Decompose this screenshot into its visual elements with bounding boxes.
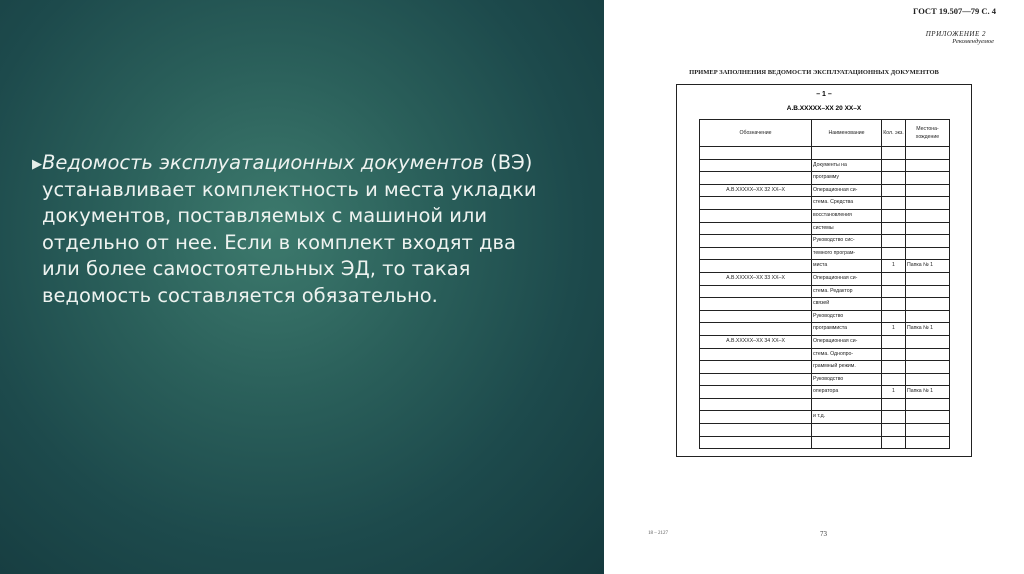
table-cell bbox=[882, 398, 906, 411]
table-cell: и т.д. bbox=[812, 411, 882, 424]
table-row bbox=[700, 298, 950, 311]
table-cell: Руководство bbox=[812, 373, 882, 386]
table-cell: стема. Однопро- bbox=[812, 348, 882, 361]
table-cell bbox=[700, 411, 812, 424]
table-cell bbox=[906, 159, 950, 172]
table-cell bbox=[906, 235, 950, 248]
table-row bbox=[700, 197, 950, 210]
table-cell bbox=[882, 209, 906, 222]
table-cell bbox=[700, 323, 812, 336]
table-cell bbox=[882, 335, 906, 348]
table-cell bbox=[700, 436, 812, 449]
header-cell: Наименование bbox=[812, 120, 882, 147]
table-cell: Операционная си- bbox=[812, 184, 882, 197]
table-cell: связей bbox=[812, 298, 882, 311]
table-row bbox=[700, 260, 950, 273]
documents-table bbox=[699, 119, 950, 449]
footer-code: 18 – 2127 bbox=[648, 531, 668, 536]
table-cell bbox=[700, 260, 812, 273]
table-cell: 1 bbox=[882, 323, 906, 336]
table-cell bbox=[906, 436, 950, 449]
table-cell bbox=[700, 361, 812, 374]
table-cell: А.В.XXXXX–XX 32 XX–X bbox=[700, 184, 812, 197]
header-cell: Местона- хождение bbox=[906, 120, 950, 147]
table-cell bbox=[700, 386, 812, 399]
table-cell bbox=[700, 424, 812, 437]
table-cell: граммный режим. bbox=[812, 361, 882, 374]
bullet-text bbox=[42, 150, 552, 309]
table-cell bbox=[700, 247, 812, 260]
table-cell: Папка № 1 bbox=[906, 386, 950, 399]
table-cell bbox=[700, 172, 812, 185]
table-cell bbox=[906, 424, 950, 437]
table-row bbox=[700, 323, 950, 336]
table-cell: темного програм- bbox=[812, 247, 882, 260]
table-row bbox=[700, 209, 950, 222]
table-row bbox=[700, 247, 950, 260]
table-cell: оператора bbox=[812, 386, 882, 399]
table-row bbox=[700, 272, 950, 285]
bullet-lead: Ведомость эксплуатационных документов bbox=[42, 151, 484, 174]
table-row bbox=[700, 386, 950, 399]
table-cell bbox=[882, 348, 906, 361]
table-row bbox=[700, 235, 950, 248]
table-cell: Документы на bbox=[812, 159, 882, 172]
table-cell bbox=[882, 184, 906, 197]
table-cell bbox=[906, 247, 950, 260]
table-cell bbox=[906, 298, 950, 311]
table-cell bbox=[882, 147, 906, 160]
table-cell: Руководство bbox=[812, 310, 882, 323]
table-cell bbox=[882, 272, 906, 285]
table-row bbox=[700, 361, 950, 374]
table-cell bbox=[882, 310, 906, 323]
table-row bbox=[700, 172, 950, 185]
table-cell bbox=[906, 398, 950, 411]
table-cell bbox=[906, 411, 950, 424]
document-scan bbox=[604, 0, 1024, 574]
bullet-body: (ВЭ) устанавливает комплектность и места укладки документов, поставляемых с машиной или отдельно от нее. Если в комплект входят два или более самостоятельных ЭД, то такая ведомость составляется обязательно. bbox=[42, 151, 537, 307]
table-row bbox=[700, 424, 950, 437]
table-cell bbox=[700, 222, 812, 235]
table-cell bbox=[906, 373, 950, 386]
table-row bbox=[700, 147, 950, 160]
annex-label: ПРИЛОЖЕНИЕ 2 bbox=[925, 30, 986, 38]
table-row bbox=[700, 310, 950, 323]
table-row bbox=[700, 373, 950, 386]
table-cell: Папка № 1 bbox=[906, 260, 950, 273]
table-cell bbox=[700, 398, 812, 411]
table-cell bbox=[882, 361, 906, 374]
table-cell: 1 bbox=[882, 386, 906, 399]
table-row bbox=[700, 411, 950, 424]
table-cell: восстановления bbox=[812, 209, 882, 222]
table-cell bbox=[882, 235, 906, 248]
table-cell bbox=[700, 147, 812, 160]
gost-header: ГОСТ 19.507—79 С. 4 bbox=[913, 6, 996, 16]
table-row bbox=[700, 348, 950, 361]
header-cell: Кол. экз. bbox=[882, 120, 906, 147]
table-cell: стема. Средства bbox=[812, 197, 882, 210]
table-cell bbox=[882, 285, 906, 298]
table-cell bbox=[700, 159, 812, 172]
table-row bbox=[700, 436, 950, 449]
table-cell: Операционная си- bbox=[812, 335, 882, 348]
table-cell bbox=[882, 159, 906, 172]
table-cell bbox=[700, 197, 812, 210]
table-cell bbox=[882, 197, 906, 210]
table-cell bbox=[882, 373, 906, 386]
table-cell bbox=[906, 184, 950, 197]
table-cell bbox=[882, 172, 906, 185]
table-cell bbox=[906, 285, 950, 298]
annex-note: Рекомендуемое bbox=[952, 38, 994, 45]
table-cell: 1 bbox=[882, 260, 906, 273]
table-cell bbox=[700, 373, 812, 386]
table-cell bbox=[906, 209, 950, 222]
table-cell bbox=[700, 209, 812, 222]
table-cell bbox=[906, 348, 950, 361]
table-cell bbox=[906, 197, 950, 210]
table-cell: Операционная си- bbox=[812, 272, 882, 285]
table-row bbox=[700, 335, 950, 348]
table-cell: миста bbox=[812, 260, 882, 273]
document-title: ПРИМЕР ЗАПОЛНЕНИЯ ВЕДОМОСТИ ЭКСПЛУАТАЦИОННЫХ ДОКУМЕНТОВ bbox=[689, 69, 939, 76]
table-cell bbox=[812, 147, 882, 160]
page-marker: – 1 – bbox=[816, 91, 832, 98]
triangle-bullet-icon: ▶ bbox=[32, 156, 42, 171]
table-cell bbox=[882, 436, 906, 449]
table-cell bbox=[812, 398, 882, 411]
table-cell: Руководство сис- bbox=[812, 235, 882, 248]
table-row bbox=[700, 184, 950, 197]
table-cell bbox=[700, 285, 812, 298]
table-row bbox=[700, 285, 950, 298]
bullet-item bbox=[32, 150, 552, 309]
header-cell: Обозначение bbox=[700, 120, 812, 147]
table-cell bbox=[882, 411, 906, 424]
table-cell: А.В.XXXXX–XX 34 XX–X bbox=[700, 335, 812, 348]
footer-page-number: 73 bbox=[820, 530, 827, 538]
table-header-row bbox=[700, 120, 950, 147]
table-row bbox=[700, 222, 950, 235]
document-code: А.В.XXXXX–XX 20 XX–X bbox=[786, 105, 862, 112]
table-cell: системы bbox=[812, 222, 882, 235]
table-cell bbox=[700, 235, 812, 248]
form-frame bbox=[676, 84, 972, 457]
table-cell bbox=[700, 298, 812, 311]
table-cell bbox=[906, 361, 950, 374]
table-cell bbox=[906, 272, 950, 285]
table-row bbox=[700, 398, 950, 411]
table-cell bbox=[906, 147, 950, 160]
table-cell bbox=[812, 424, 882, 437]
table-cell bbox=[906, 172, 950, 185]
table-cell bbox=[700, 348, 812, 361]
table-cell bbox=[906, 222, 950, 235]
table-cell: программиста bbox=[812, 323, 882, 336]
table-cell: А.В.XXXXX–XX 33 XX–X bbox=[700, 272, 812, 285]
table-cell bbox=[882, 222, 906, 235]
table-row bbox=[700, 159, 950, 172]
table-cell bbox=[812, 436, 882, 449]
table-cell: программу bbox=[812, 172, 882, 185]
table-cell bbox=[906, 335, 950, 348]
table-cell bbox=[882, 247, 906, 260]
table-cell bbox=[700, 310, 812, 323]
table-cell bbox=[906, 310, 950, 323]
table-cell: стема. Редактор bbox=[812, 285, 882, 298]
table-cell bbox=[882, 424, 906, 437]
table-cell bbox=[882, 298, 906, 311]
table-cell: Папка № 1 bbox=[906, 323, 950, 336]
